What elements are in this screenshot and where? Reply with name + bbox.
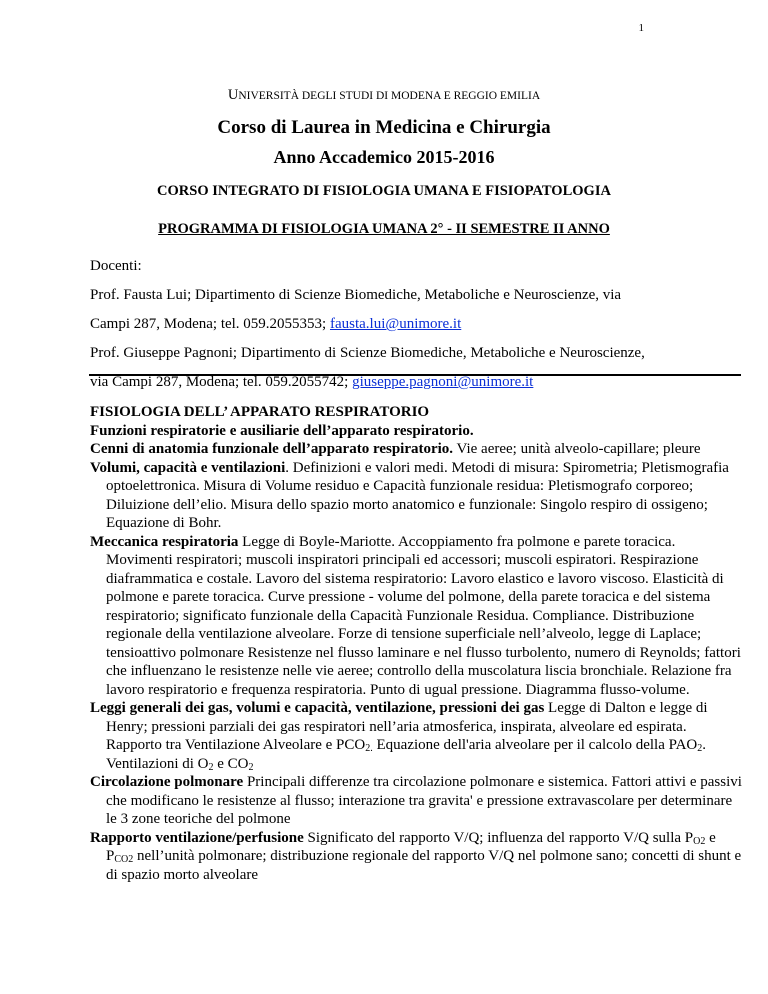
topic-anatomia-text: Vie aeree; unità alveolo-capillare; pleure — [453, 441, 701, 457]
topic-funzioni — [90, 422, 742, 441]
teacher-lui-line1: Prof. Fausta Lui; Dipartimento di Scienze Biomediche, Metaboliche e Neuroscienze, via — [90, 287, 622, 303]
topic-meccanica-text: Legge di Boyle-Mariotte. Accoppiamento fra polmone e parete toracica. Movimenti respiratori; muscoli inspiratori principali ed accessori; muscoli espiratori. Respirazione diaframmatica e costale. Lavoro del sistema respiratorio: Lavoro elastico e lavoro viscoso. Elasticità di polmone e parete toracica. Curve pressione - volume del polmone, della parete toracica e del sistema respiratorio; significato funzionale della Capacità Funzionale Residua. Compliance. Distribuzione regionale della ventilazione alveolare. Forze di tensione superficiale nell’alveolo, legge di Laplace; tensioattivo polmonare Resistenze nel flusso laminare e nel flusso turbolento, numero di Reynolds; fattori che influenzano le resistenze nelle vie aeree; controllo della muscolatura liscia bronchiale. Relazione fra lavoro respiratorio e frequenza respiratoria. Punto di ugual pressione. Diagramma flusso-volume. — [106, 533, 741, 698]
topic-rapporto-title: Rapporto ventilazione/perfusione — [90, 829, 304, 846]
topic-leggi-text3: . Ventilazioni di O — [106, 737, 707, 772]
topic-meccanica-title: Meccanica respiratoria — [90, 533, 239, 550]
topic-funzioni-title: Funzioni respiratorie e ausiliarie dell’apparato respiratorio. — [90, 422, 474, 439]
topic-circolazione-title: Circolazione polmonare — [90, 774, 244, 790]
university-initial: U — [227, 87, 239, 103]
topic-leggi-sub1: 2. — [365, 743, 373, 754]
topic-volumi-title: Volumi, capacità e ventilazioni — [90, 459, 286, 476]
teacher-pagnoni-line1: Prof. Giuseppe Pagnoni; Dipartimento di Scienze Biomediche, Metaboliche e Neuroscienze, — [90, 345, 645, 361]
course-title: Corso di Laurea in Medicina e Chirurgia — [217, 117, 551, 138]
teacher-pagnoni-email-link[interactable]: giuseppe.pagnoni@unimore.it — [352, 374, 534, 390]
topic-rapporto — [90, 829, 742, 885]
teacher-lui-line2 — [90, 310, 740, 339]
topic-leggi-sub4: 2 — [248, 761, 254, 773]
topic-leggi — [90, 699, 742, 773]
topic-leggi-text2: Equazione dell'aria alveolare per il calcolo della PAO — [372, 737, 698, 753]
topic-leggi-sub2: 2 — [697, 743, 703, 754]
teacher-pagnoni-address: via Campi 287, Modena; tel. 059.2055742; — [90, 374, 353, 390]
program-content — [90, 403, 742, 884]
teacher-lui-address: Campi 287, Modena; tel. 059.2055353; — [90, 316, 330, 332]
integrated-course-title: CORSO INTEGRATO DI FISIOLOGIA UMANA E FISIOPATOLOGIA — [157, 183, 611, 199]
topic-rapporto-text2: e P — [106, 829, 716, 864]
university-name — [0, 87, 768, 104]
topic-anatomia — [90, 440, 742, 459]
topic-rapporto-sub1: O2 — [693, 835, 706, 847]
topic-anatomia-title: Cenni di anatomia funzionale dell’apparato respiratorio. — [90, 441, 454, 457]
topic-leggi-title: Leggi generali dei gas, volumi e capacità, ventilazione, pressioni dei gas — [90, 700, 545, 716]
teachers-label: Docenti: — [90, 258, 142, 274]
topic-leggi-text1: Legge di Dalton e legge di Henry; pressioni parziali dei gas respiratori nell’aria atmosferica, inspirata, alveolare ed espirata. Rapporto tra Ventilazione Alveolare e PCO — [106, 700, 708, 753]
teacher-pagnoni-line2 — [90, 368, 740, 397]
page-number: 1 — [638, 22, 644, 34]
topic-circolazione-text: Principali differenze tra circolazione polmonare e sistemica. Fattori attivi e passivi che modificano le resistenze al flusso; interazione tra gravita' e pressione extravascolare per determinare le 3 zone teoriche del polmone — [106, 774, 742, 827]
topic-rapporto-text3: nell’unità polmonare; distribuzione regionale del rapporto V/Q nel polmone sano; concetti di shunt e di spazio morto alveolare — [106, 848, 742, 883]
topic-rapporto-text1: Significato del rapporto V/Q; influenza del rapporto V/Q sulla P — [303, 829, 694, 846]
academic-year: Anno Accademico 2015-2016 — [273, 147, 495, 167]
topic-volumi-text: . Definizioni e valori medi. Metodi di misura: Spirometria; Pletismografia optoelettronica. Misura di Volume residuo e Capacità funzionale residua: Pletismografo corporeo; Diluizione dell’elio. Misura dello spazio morto anatomico e funzionale: Singolo respiro di ossigeno; Equazione di Bohr. — [106, 459, 729, 531]
university-name-rest: NIVERSITÀ DEGLI STUDI DI MODENA E REGGIO EMILIA — [238, 90, 541, 102]
topic-leggi-sub3: 2 — [208, 761, 214, 773]
topic-leggi-text4: e CO — [213, 755, 249, 772]
topic-circolazione — [90, 773, 742, 829]
teacher-lui-email-link[interactable]: fausta.lui@unimore.it — [329, 316, 462, 332]
program-title: PROGRAMMA DI FISIOLOGIA UMANA 2° - II SEMESTRE II ANNO — [158, 221, 610, 237]
section-title: FISIOLOGIA DELL’ APPARATO RESPIRATORIO — [90, 404, 430, 420]
horizontal-divider — [89, 374, 741, 376]
topic-volumi — [90, 459, 742, 533]
topic-rapporto-sub2: CO2 — [114, 854, 134, 865]
topic-meccanica — [90, 533, 742, 700]
